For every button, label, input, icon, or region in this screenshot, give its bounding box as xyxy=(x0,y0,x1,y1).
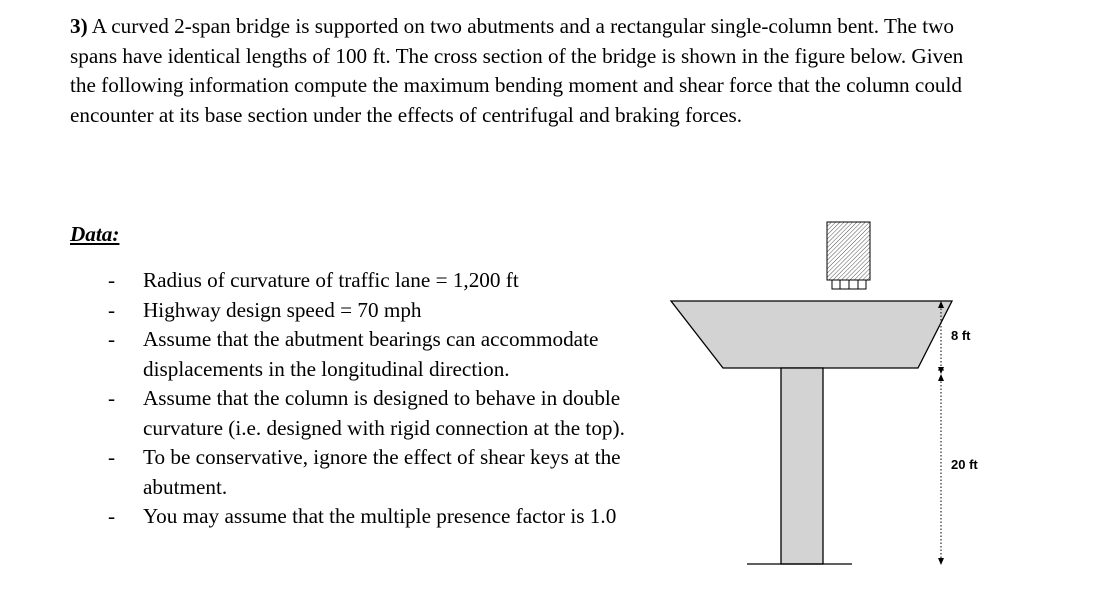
data-item-text: Assume that the column is designed to behave in double curvature (i.e. designed with rigid connection at the top). xyxy=(143,386,625,440)
girder-section xyxy=(827,222,870,280)
column-height-label: 20 ft xyxy=(951,457,978,472)
data-item xyxy=(0,296,703,326)
data-item-text: You may assume that the multiple presence factor is 1.0 xyxy=(143,504,617,528)
data-item-text: To be conservative, ignore the effect of shear keys at the abutment. xyxy=(143,445,621,499)
problem-text: A curved 2-span bridge is supported on two abutments and a rectangular single-column bent. The two spans have identical lengths of 100 ft. The cross section of the bridge is shown in the figure below. Given the following information compute the maximum bending moment and shear force that the column could encounter at its base section under the effects of centrifugal and braking forces. xyxy=(70,14,964,127)
data-item-text: Highway design speed = 70 mph xyxy=(143,297,422,322)
data-item-text: Assume that the abutment bearings can accommodate displacements in the longitudinal direction. xyxy=(143,327,599,381)
problem-statement xyxy=(70,12,980,130)
data-heading: Data: xyxy=(70,222,120,246)
data-item xyxy=(0,443,703,502)
list-dash: - xyxy=(108,386,116,410)
list-dash: - xyxy=(108,268,116,292)
data-item xyxy=(0,266,703,296)
data-list xyxy=(0,266,703,532)
cap-beam xyxy=(671,301,952,368)
bearing-pads xyxy=(832,280,866,289)
list-dash: - xyxy=(108,504,116,528)
list-dash: - xyxy=(108,297,116,322)
problem-number: 3) xyxy=(70,14,88,38)
column xyxy=(781,368,823,564)
data-item xyxy=(0,384,703,443)
column-height-dimension xyxy=(938,370,944,565)
data-item-text: Radius of curvature of traffic lane = 1,200 ft xyxy=(143,268,519,292)
list-dash: - xyxy=(108,327,116,351)
bridge-bent-figure xyxy=(660,215,1020,595)
list-dash: - xyxy=(108,445,116,469)
cap-height-label: 8 ft xyxy=(951,328,971,343)
data-item xyxy=(0,325,703,384)
data-item xyxy=(0,502,703,532)
